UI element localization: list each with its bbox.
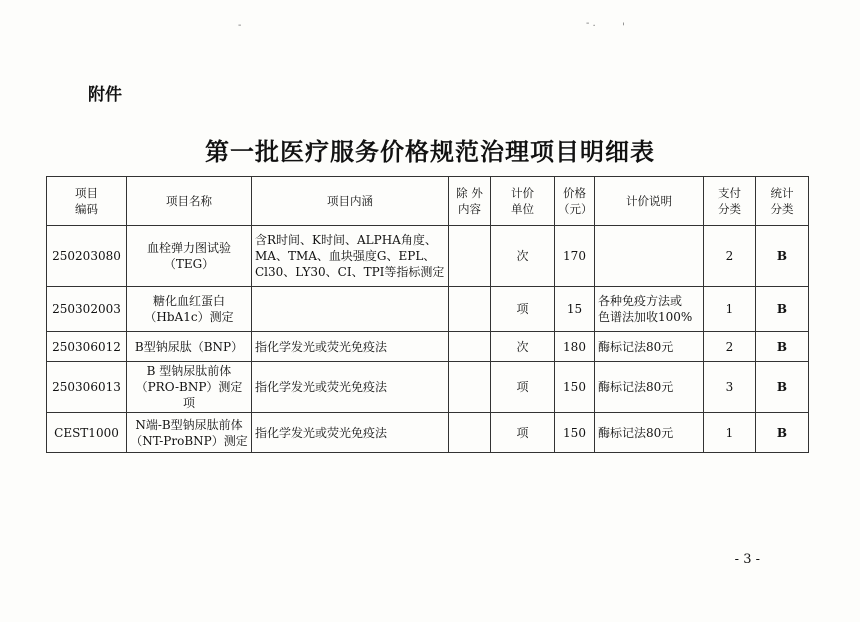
header-code: 项目 编码: [47, 177, 127, 226]
header-name: 项目名称: [127, 177, 252, 226]
cell-pay: 1: [704, 287, 756, 332]
header-price: 价格 （元）: [555, 177, 595, 226]
cell-pay: 1: [704, 413, 756, 453]
cell-content: [252, 287, 449, 332]
table-row: [47, 413, 809, 453]
cell-note: 酶标记法80元: [595, 413, 704, 453]
cell-note: 酶标记法80元: [595, 332, 704, 362]
cell-content: 含R时间、K时间、ALPHA角度、 MA、TMA、血块强度G、EPL、 Cl30、LY30、CI、TPI等指标测定: [252, 226, 449, 287]
header-pay: 支付 分类: [704, 177, 756, 226]
header-stat: 统计 分类: [756, 177, 809, 226]
cell-exclude: [449, 287, 491, 332]
cell-code: 250302003: [47, 287, 127, 332]
cell-code: 250306013: [47, 362, 127, 413]
cell-price: 170: [555, 226, 595, 287]
cell-content: 指化学发光或荧光免疫法: [252, 413, 449, 453]
cell-stat: B: [756, 362, 809, 413]
cell-stat: B: [756, 226, 809, 287]
cell-unit: 次: [491, 226, 555, 287]
document-title: 第一批医疗服务价格规范治理项目明细表: [205, 137, 655, 166]
cell-note: 各种免疫方法或 色谱法加收100%: [595, 287, 704, 332]
cell-price: 150: [555, 362, 595, 413]
cell-name: B 型钠尿肽前体 （PRO-BNP）测定项: [127, 362, 252, 413]
cell-name: 血栓弹力图试验 （TEG）: [127, 226, 252, 287]
cell-name: N端-B型钠尿肽前体 （NT-ProBNP）测定: [127, 413, 252, 453]
cell-pay: 2: [704, 332, 756, 362]
cell-code: 250306012: [47, 332, 127, 362]
table-row: [47, 362, 809, 413]
cell-unit: 次: [491, 332, 555, 362]
cell-exclude: [449, 413, 491, 453]
scan-mark: - .: [586, 18, 596, 29]
cell-price: 180: [555, 332, 595, 362]
header-note: 计价说明: [595, 177, 704, 226]
cell-code: CEST1000: [47, 413, 127, 453]
price-table: [46, 176, 809, 453]
cell-price: 150: [555, 413, 595, 453]
table-row: [47, 332, 809, 362]
cell-name: B型钠尿肽（BNP）: [127, 332, 252, 362]
cell-unit: 项: [491, 287, 555, 332]
cell-name: 糖化血红蛋白 （HbA1c）测定: [127, 287, 252, 332]
attachment-label: 附件: [88, 85, 122, 105]
cell-note: [595, 226, 704, 287]
cell-exclude: [449, 362, 491, 413]
cell-exclude: [449, 332, 491, 362]
cell-pay: 3: [704, 362, 756, 413]
table-row: [47, 226, 809, 287]
cell-exclude: [449, 226, 491, 287]
cell-price: 15: [555, 287, 595, 332]
scan-mark: ': [622, 22, 625, 33]
cell-content: 指化学发光或荧光免疫法: [252, 332, 449, 362]
table-header-row: [47, 177, 809, 226]
header-content: 项目内涵: [252, 177, 449, 226]
cell-stat: B: [756, 287, 809, 332]
header-unit: 计价 单位: [491, 177, 555, 226]
cell-stat: B: [756, 413, 809, 453]
header-exclude: 除 外 内容: [449, 177, 491, 226]
cell-note: 酶标记法80元: [595, 362, 704, 413]
cell-stat: B: [756, 332, 809, 362]
page-number: - 3 -: [734, 552, 760, 567]
cell-pay: 2: [704, 226, 756, 287]
scan-mark: -: [238, 20, 242, 31]
cell-unit: 项: [491, 362, 555, 413]
cell-unit: 项: [491, 413, 555, 453]
cell-code: 250203080: [47, 226, 127, 287]
table-row: [47, 287, 809, 332]
cell-content: 指化学发光或荧光免疫法: [252, 362, 449, 413]
